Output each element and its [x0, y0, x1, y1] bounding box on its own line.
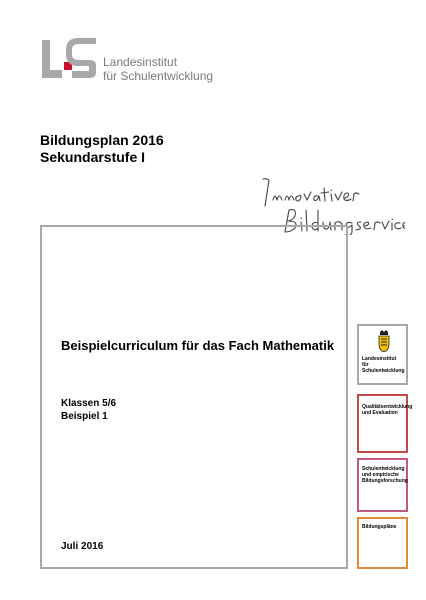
- grade-classes: Klassen 5/6: [61, 398, 117, 409]
- plan-title-line-1: Bildungsplan 2016: [40, 132, 164, 148]
- grade-info: [61, 397, 116, 423]
- side-box-label: Schulentwicklung und empirische Bildungsforschung: [362, 466, 408, 484]
- plan-title-line-2: Sekundarstufe I: [40, 149, 146, 165]
- side-box-label: Bildungspläne: [362, 524, 397, 530]
- coat-of-arms-icon: [377, 330, 391, 352]
- ls-logo: [40, 38, 100, 83]
- logo-l-foot: [42, 70, 62, 78]
- curriculum-title: Beispielcurriculum für das Fach Mathematik: [61, 338, 335, 353]
- publication-date: Juli 2016: [61, 541, 104, 552]
- logo-line-1: Landesinstitut: [103, 55, 178, 69]
- logo-s: [66, 38, 96, 78]
- logo-line-2: für Schulentwicklung: [103, 69, 214, 83]
- side-box-label: Qualitätsentwicklung und Evaluation: [362, 404, 413, 416]
- side-box-bildungsplaene: [357, 517, 408, 569]
- side-box-schulentwicklung: [357, 458, 408, 512]
- logo-text: [103, 55, 213, 83]
- side-box-label: Landesinstitut für Schulentwicklung: [362, 356, 405, 374]
- plan-title: [40, 132, 164, 166]
- side-box-qualitaetsentwicklung: [357, 394, 413, 453]
- side-box-landesinstitut: [357, 324, 408, 385]
- grade-example: Beispiel 1: [61, 411, 108, 422]
